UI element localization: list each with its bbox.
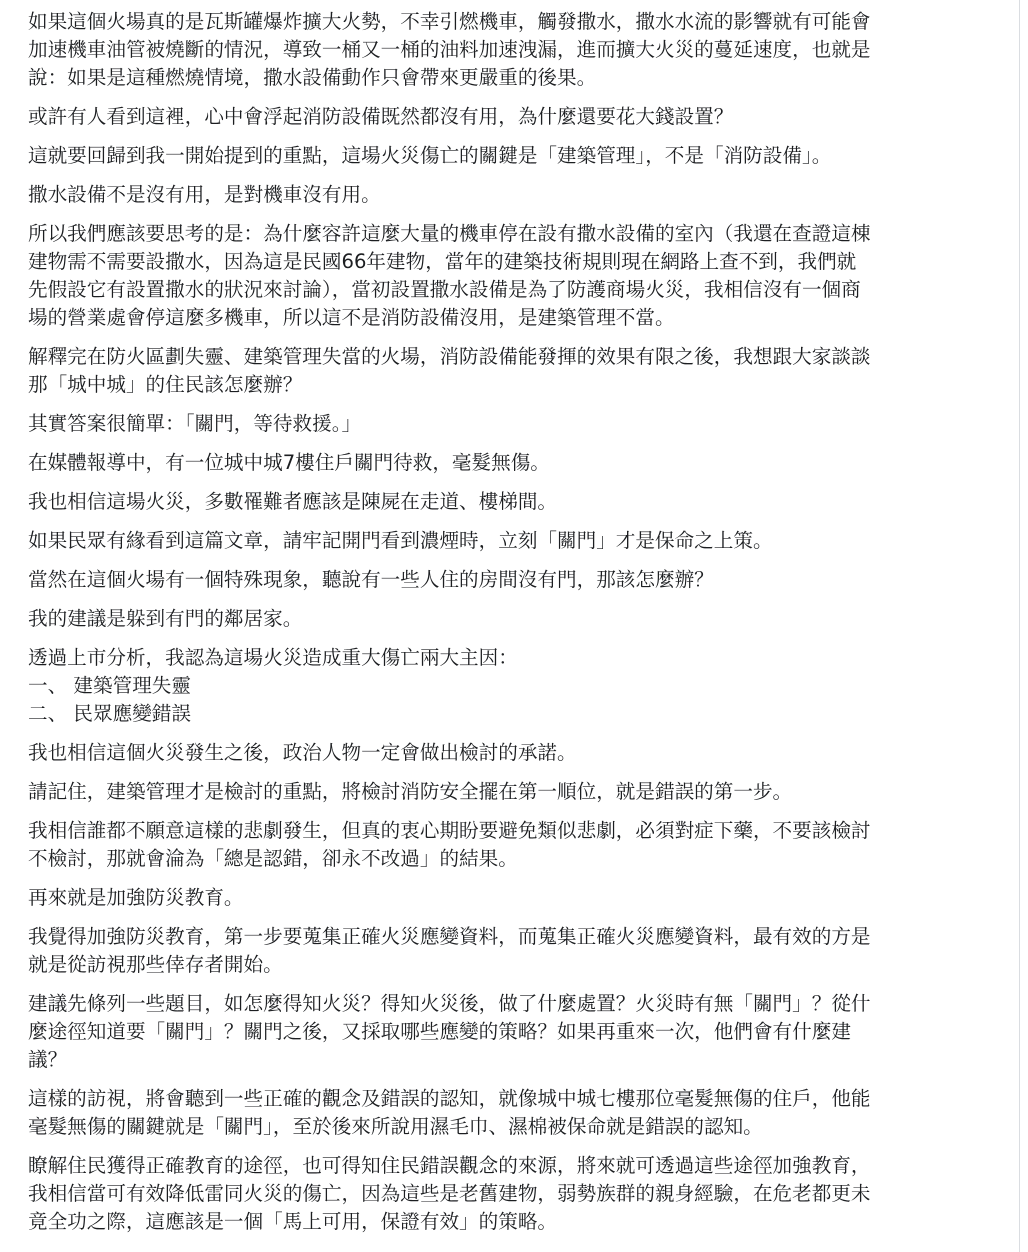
post-paragraph: [28, 343, 991, 399]
paragraph-line: 先假設它有設置撒水的狀況來討論），當初設置撒水設備是為了防護商場火災，我相信沒有一個商: [28, 278, 861, 301]
paragraph-line: 就是從訪視那些倖存者開始。: [28, 953, 283, 976]
paragraph-line: 當然在這個火場有一個特殊現象，聽說有一些人住的房間沒有門，那該怎麼辦？: [28, 568, 714, 591]
paragraph-line: 瞭解住民獲得正確教育的途徑，也可得知住民錯誤觀念的來源，將來就可透過這些途徑加強教育，: [28, 1154, 871, 1177]
paragraph-line: 其實答案很簡單：「關門，等待救援。」: [28, 412, 362, 435]
paragraph-line: 請記住，建築管理才是檢討的重點，將檢討消防安全擺在第一順位，就是錯誤的第一步。: [28, 780, 793, 803]
paragraph-line: 麼途徑知道要「關門」？關門之後，又採取哪些應變的策略？如果再重來一次，他們會有什麼建: [28, 1020, 851, 1043]
paragraph-line: 解釋完在防火區劃失靈、建築管理失當的火場，消防設備能發揮的效果有限之後，我想跟大家談談: [28, 345, 871, 368]
scroll-edge: [1011, 0, 1019, 1252]
post-paragraph: [28, 923, 991, 979]
post-paragraph: [28, 778, 991, 806]
paragraph-line: 再來就是加強防災教育。: [28, 886, 244, 909]
post-paragraph: [28, 884, 991, 912]
paragraph-line: 議？: [28, 1048, 68, 1071]
paragraph-line: 一、 建築管理失靈: [28, 674, 191, 697]
paragraph-line: 那「城中城」的住民該怎麼辦？: [28, 373, 303, 396]
paragraph-line: 如果這個火場真的是瓦斯罐爆炸擴大火勢，不幸引燃機車，觸發撒水，撒水水流的影響就有可能會: [28, 10, 871, 33]
paragraph-line: 加速機車油管被燒斷的情況，導致一桶又一桶的油料加速洩漏，進而擴大火災的蔓延速度，也就是: [28, 38, 871, 61]
paragraph-line: 我相信當可有效降低雷同火災的傷亡，因為這些是老舊建物，弱勢族群的親身經驗，在危老都更未: [28, 1182, 871, 1205]
post-paragraph: [28, 644, 991, 728]
post-paragraph: [28, 990, 991, 1074]
post-paragraph: [28, 220, 991, 332]
paragraph-line: 如果民眾有緣看到這篇文章，請牢記開門看到濃煙時，立刻「關門」才是保命之上策。: [28, 529, 773, 552]
post-paragraph: [28, 1152, 991, 1236]
paragraph-line: 這就要回歸到我一開始提到的重點，這場火災傷亡的關鍵是「建築管理」，不是「消防設備」。: [28, 144, 832, 167]
paragraph-line: 我的建議是躲到有門的鄰居家。: [28, 607, 303, 630]
post-paragraph: [28, 488, 991, 516]
paragraph-line: 在媒體報導中，有一位城中城7樓住戶關門待救，毫髮無傷。: [28, 451, 550, 474]
paragraph-line: 二、 民眾應變錯誤: [28, 702, 191, 725]
paragraph-line: 我覺得加強防災教育，第一步要蒐集正確火災應變資料，而蒐集正確火災應變資料，最有效的方是: [28, 925, 871, 948]
post-paragraph: [28, 103, 991, 131]
paragraph-line: 我也相信這個火災發生之後，政治人物一定會做出檢討的承諾。: [28, 741, 577, 764]
paragraph-line: 竟全功之際，這應該是一個「馬上可用，保證有效」的策略。: [28, 1210, 558, 1233]
post-paragraph: [28, 739, 991, 767]
paragraph-line: 所以我們應該要思考的是：為什麼容許這麼大量的機車停在設有撒水設備的室內（我還在查證這棟: [28, 222, 871, 245]
post-paragraph: [28, 142, 991, 170]
post-paragraph: [28, 605, 991, 633]
paragraph-line: 或許有人看到這裡，心中會浮起消防設備既然都沒有用，為什麼還要花大錢設置？: [28, 105, 734, 128]
post-paragraph: [28, 527, 991, 555]
paragraph-line: 我相信誰都不願意這樣的悲劇發生，但真的衷心期盼要避免類似悲劇，必須對症下藥，不要該檢討: [28, 819, 871, 842]
post-paragraph: [28, 566, 991, 594]
post-paragraph: [28, 1085, 991, 1141]
post-paragraph: [28, 181, 991, 209]
paragraph-line: 我也相信這場火災，多數罹難者應該是陳屍在走道、樓梯間。: [28, 490, 558, 513]
paragraph-line: 這樣的訪視，將會聽到一些正確的觀念及錯誤的認知，就像城中城七樓那位毫髮無傷的住戶，他能: [28, 1087, 871, 1110]
post-paragraph: [28, 410, 991, 438]
paragraph-line: 建物需不需要設撒水，因為這是民國66年建物，當年的建築技術規則現在網路上查不到，我們就: [28, 250, 857, 273]
post-paragraph: [28, 449, 991, 477]
paragraph-line: 不檢討，那就會淪為「總是認錯，卻永不改過」的結果。: [28, 847, 518, 870]
post-paragraph: [28, 8, 991, 92]
paragraph-line: 撒水設備不是沒有用，是對機車沒有用。: [28, 183, 381, 206]
paragraph-line: 透過上市分析，我認為這場火災造成重大傷亡兩大主因：: [28, 646, 518, 669]
paragraph-line: 毫髮無傷的關鍵就是「關門」，至於後來所說用濕毛巾、濕棉被保命就是錯誤的認知。: [28, 1115, 763, 1138]
paragraph-line: 說：如果是這種燃燒情境，撒水設備動作只會帶來更嚴重的後果。: [28, 66, 597, 89]
post-paragraph: [28, 817, 991, 873]
paragraph-line: 建議先條列一些題目，如怎麼得知火災？得知火災後，做了什麼處置？火災時有無「關門」？從什: [28, 992, 871, 1015]
paragraph-line: 場的營業處會停這麼多機車，所以這不是消防設備沒用，是建築管理不當。: [28, 306, 675, 329]
